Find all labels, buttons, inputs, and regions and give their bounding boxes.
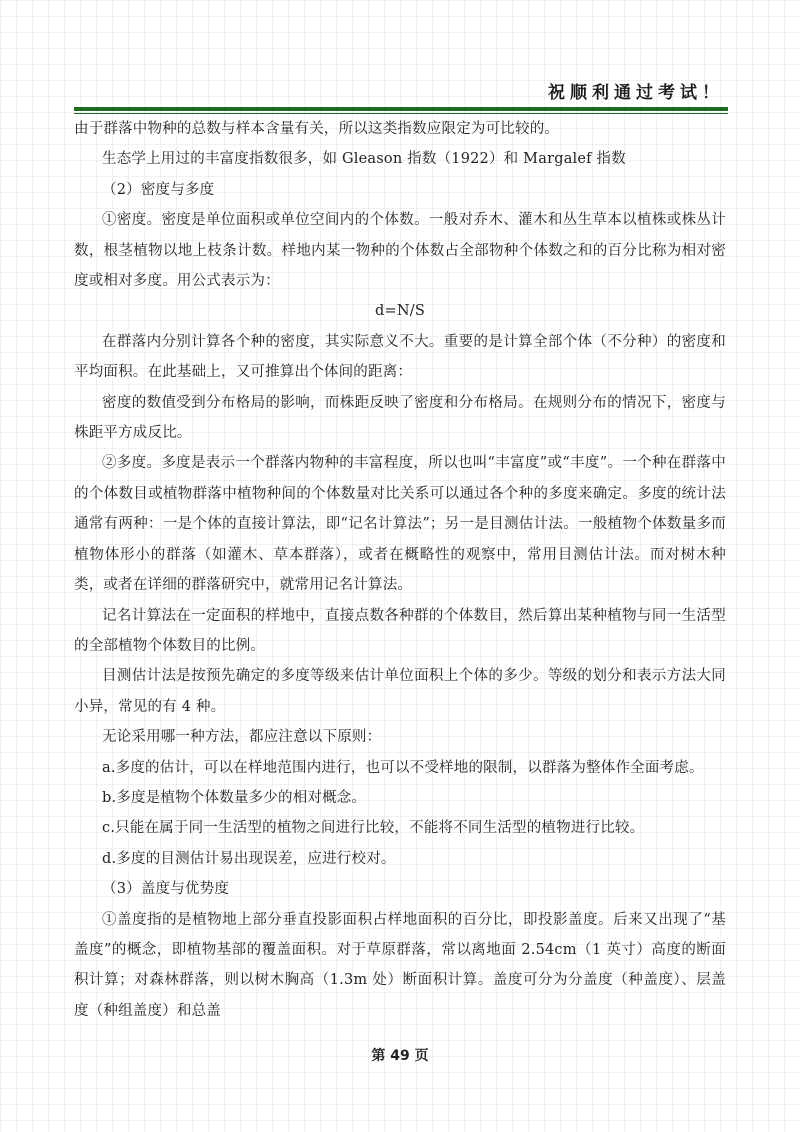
list-item-principle-d: d.多度的目测估计易出现误差，应进行校对。 bbox=[102, 850, 396, 867]
page-number: 第 49 页 bbox=[371, 1048, 429, 1064]
section-heading-density: （2）密度与多度 bbox=[102, 181, 215, 198]
paragraph-continuation: 由于群落中物种的总数与样本含量有关，所以这类指数应限定为可比较的。 bbox=[74, 121, 560, 137]
page-body bbox=[74, 114, 726, 1026]
header-motto: 祝顺利通过考试！ bbox=[548, 83, 724, 103]
paragraph-density-definition: ①密度。密度是单位面积或单位空间内的个体数。一般对乔木、灌木和丛生草本以植株或株丛计数，根茎植物以地上枝条计数。样地内某一物种的个体数占全部物种个体数之和的百分比称为相对密度或相对多度。用公式表示为： bbox=[74, 212, 726, 290]
header-rule bbox=[74, 107, 728, 111]
paragraph-coverage-definition: ①盖度指的是植物地上部分垂直投影面积占样地面积的百分比，即投影盖度。后来又出现了“基盖度”的概念，即植物基部的覆盖面积。对于草原群落，常以离地面 2.54cm（1 英寸）高度的断面积计算；对森林群落，则以树木胸高（1.3m 处）断面积计算。盖度可分为分盖度（种盖度）、层盖度（种组盖度）和总盖 bbox=[74, 911, 726, 1019]
paragraph-visual-estimate: 目测估计法是按预先确定的多度等级来估计单位面积上个体的多少。等级的划分和表示方法大同小异，常见的有 4 种。 bbox=[74, 668, 726, 715]
section-heading-coverage: （3）盖度与优势度 bbox=[102, 881, 230, 898]
formula-density: d=N/S bbox=[375, 303, 425, 320]
paragraph-principles-intro: 无论采用哪一种方法，都应注意以下原则： bbox=[102, 729, 382, 746]
paragraph-abundance-definition: ②多度。多度是表示一个群落内物种的丰富程度，所以也叫“丰富度”或“丰度”。一个种在群落中的个体数目或植物群落中植物种间的个体数量对比关系可以通过各个种的多度来确定。多度的统计法通常有两种：一是个体的直接计算法，即“记名计算法”；另一是目测估计法。一般植物个体数量多而植物体形小的群落（如灌木、草本群落），或者在概略性的观察中，常用目测估计法。而对树木种类，或者在详细的群落研究中，就常用记名计算法。 bbox=[74, 455, 726, 594]
list-item-principle-c: c.只能在属于同一生活型的植物之间进行比较，不能将不同生活型的植物进行比较。 bbox=[102, 820, 645, 837]
list-item-principle-a: a.多度的估计，可以在样地范围内进行，也可以不受样地的限制，以群落为整体作全面考虑。 bbox=[102, 759, 704, 776]
list-item-principle-b: b.多度是植物个体数量多少的相对概念。 bbox=[102, 789, 367, 806]
paragraph-density-pattern: 密度的数值受到分布格局的影响，而株距反映了密度和分布格局。在规则分布的情况下，密度与株距平方成反比。 bbox=[74, 394, 726, 442]
paragraph-density-calculation: 在群落内分别计算各个种的密度，其实际意义不大。重要的是计算全部个体（不分种）的密度和平均面积。在此基础上，又可推算出个体间的距离： bbox=[74, 333, 726, 381]
paragraph-counting-method: 记名计算法在一定面积的样地中，直接点数各种群的个体数目，然后算出某种植物与同一生活型的全部植物个体数目的比例。 bbox=[74, 607, 726, 654]
paragraph-richness-index: 生态学上用过的丰富度指数很多，如 Gleason 指数（1922）和 Margalef 指数 bbox=[102, 151, 626, 168]
